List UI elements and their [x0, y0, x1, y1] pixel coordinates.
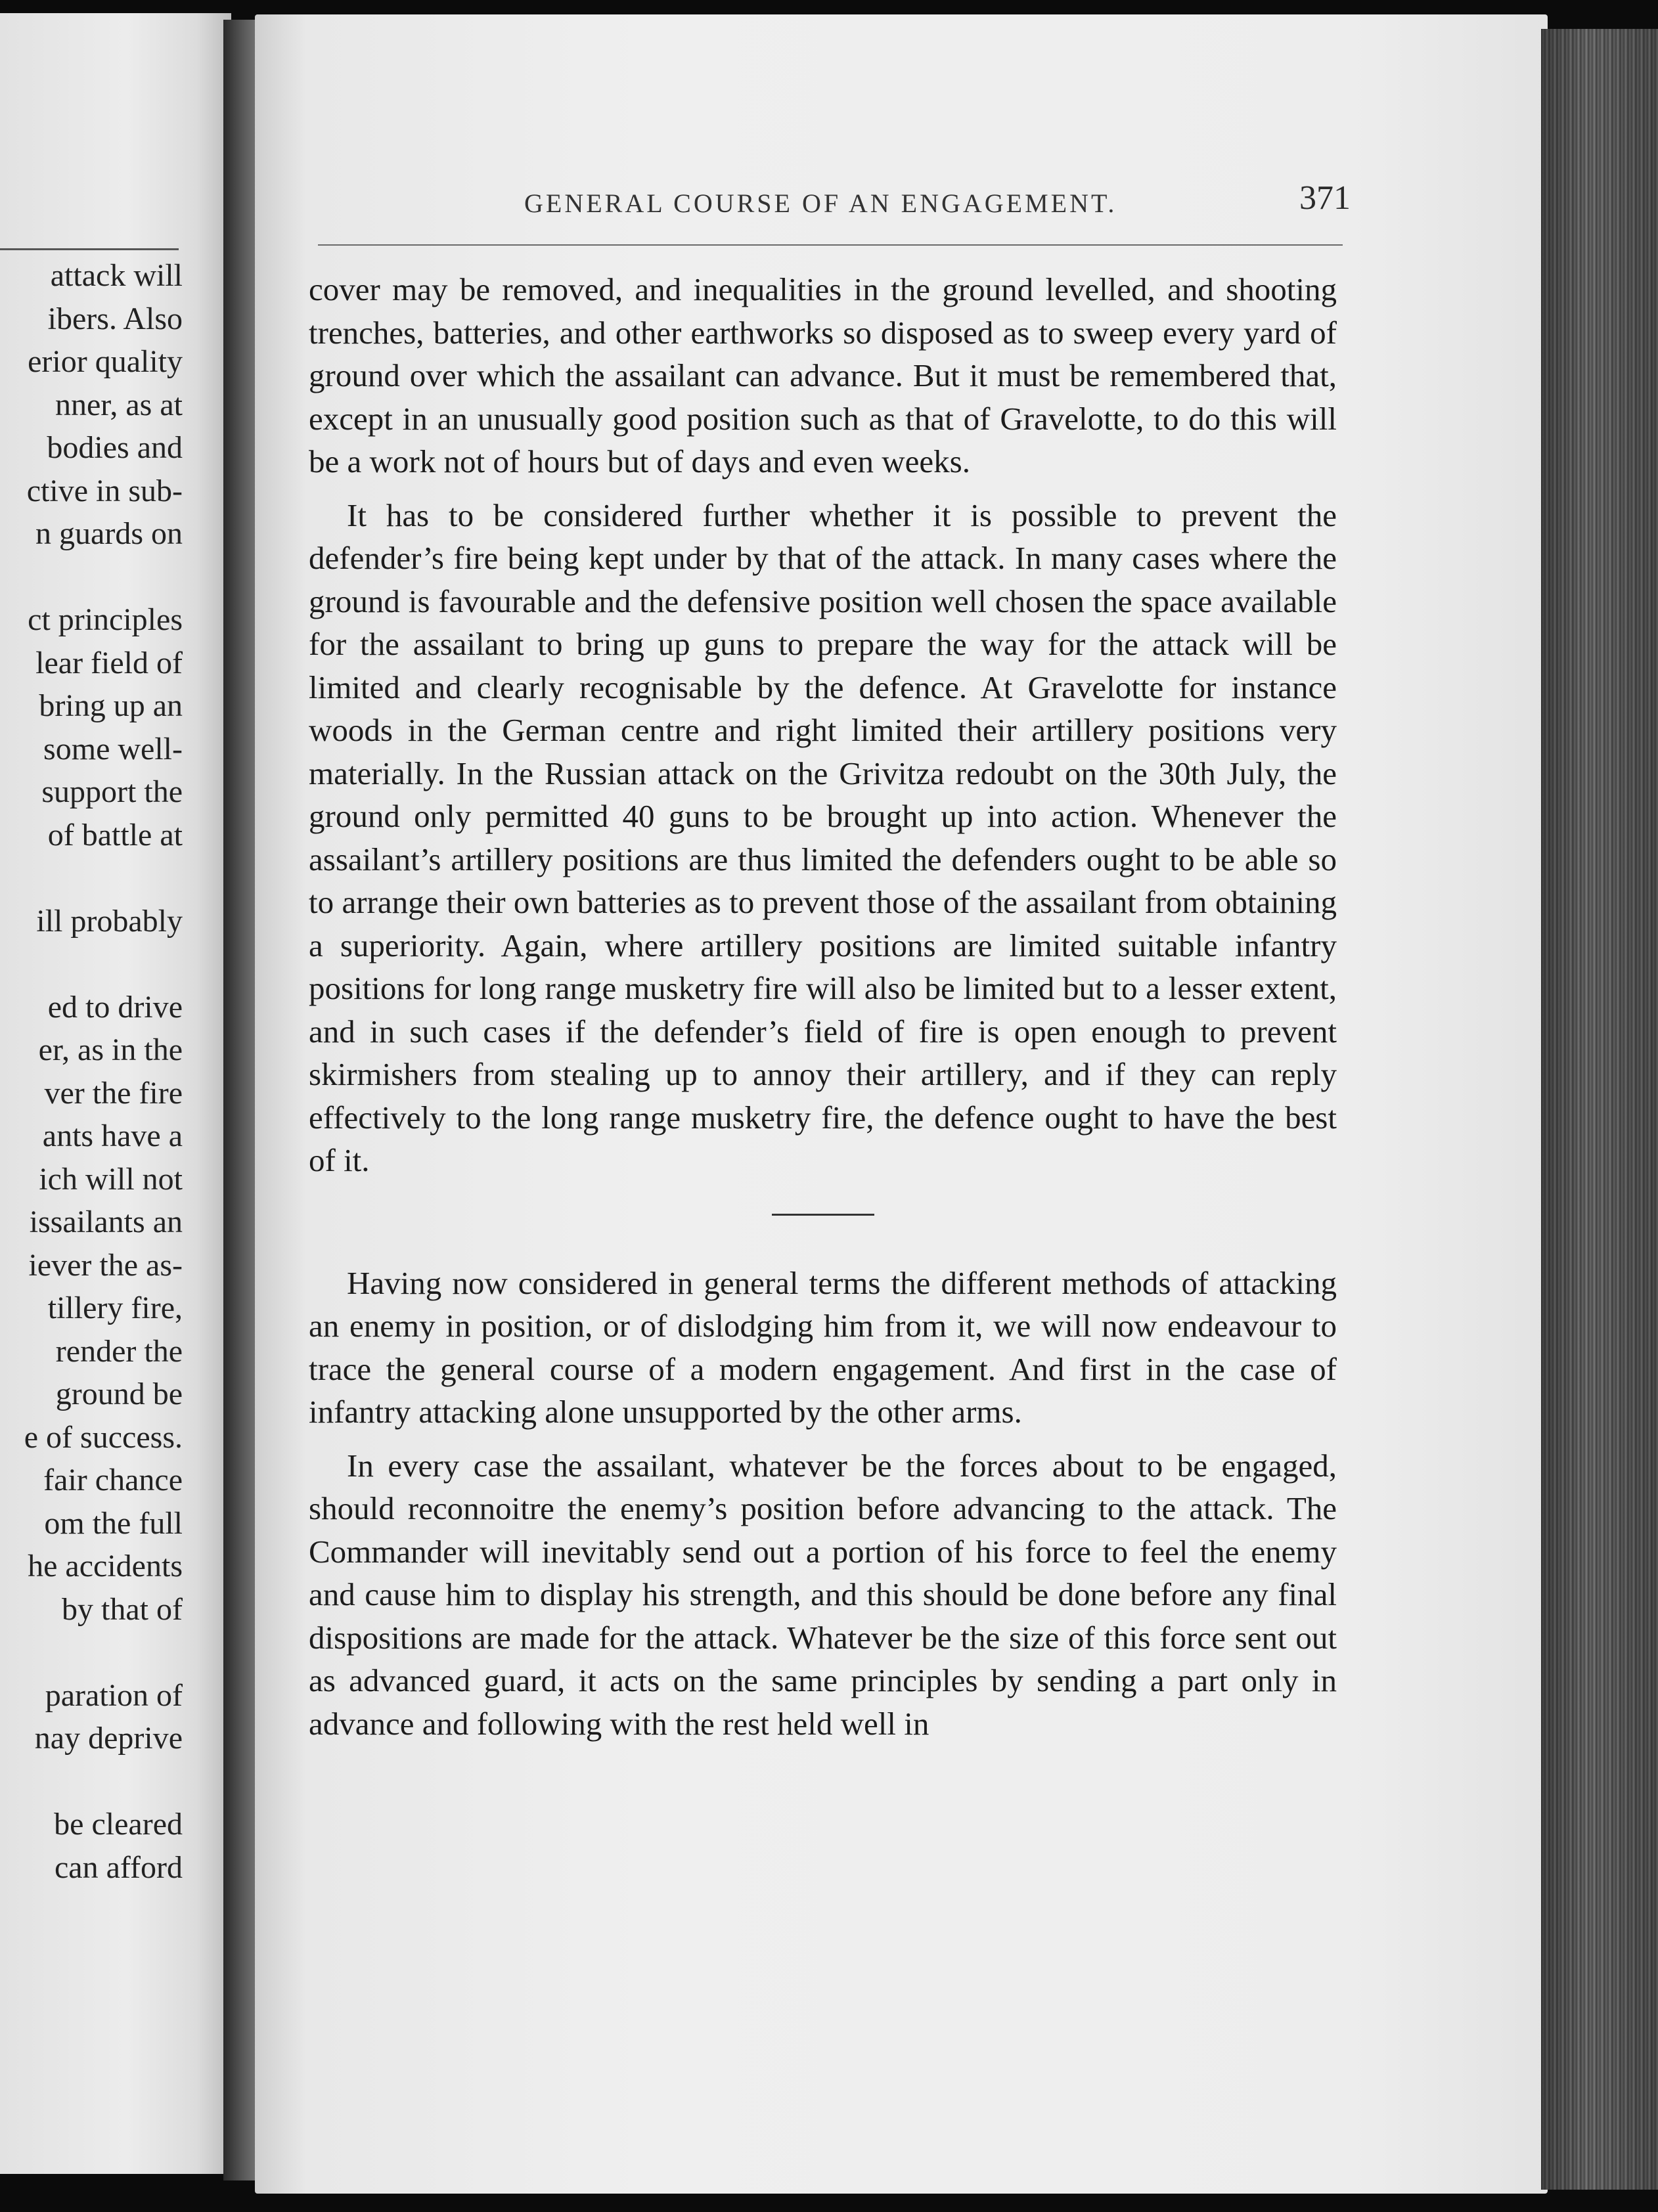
left-page-line: render the: [55, 1333, 183, 1369]
paragraph-1: cover may be removed, and inequalities in the ground levelled, and shooting trenches, batteries, and other earthworks so disposed as to sweep every yard of ground over which the assailant can advance. But it must be remembered that, except in an unusually good position such as that of Gravelotte, to do this will be a work not of hours but of days and even weeks.: [309, 271, 1337, 479]
left-page-line: n guards on: [35, 516, 183, 551]
section-break-rule: [772, 1214, 874, 1216]
book-fore-edge-shadow: [1541, 29, 1658, 2190]
left-page-line: iever the as-: [28, 1247, 183, 1283]
left-page-line: he accidents: [28, 1549, 183, 1583]
left-page-line: by that of: [62, 1591, 183, 1627]
left-page-line: e of success.: [24, 1419, 183, 1455]
paragraph-3: Having now considered in general terms the different methods of attacking an enemy in position, or of dislodging him from it, we will now endeavour to trace the general course of a modern engagement. And first in the case of infantry attacking alone unsupported by the other arms.: [309, 1264, 1337, 1430]
left-page-line: support the: [41, 774, 183, 809]
left-page-line: nay deprive: [34, 1721, 183, 1756]
left-page-line: ver the fire: [44, 1075, 183, 1111]
left-page-line: ground be: [55, 1377, 183, 1411]
left-page-line: be cleared: [54, 1807, 183, 1842]
page-number: 371: [1299, 179, 1351, 217]
left-page-line: bring up an: [39, 688, 183, 723]
left-page-line: ants have a: [42, 1118, 183, 1153]
book-page: [255, 14, 1548, 2194]
running-head: GENERAL COURSE OF AN ENGAGEMENT.: [524, 188, 1117, 218]
left-page-line: some well-: [43, 731, 183, 766]
left-page-line: issailants an: [29, 1205, 183, 1239]
paragraph-4: In every case the assailant, whatever be the forces about to be engaged, should reconnoitre the enemy’s position before advancing to the attack. The Commander will inevitably send out a portion of his force to feel the enemy and cause him to display his strength, and this should be done before any final dispositions are made for the attack. Whatever be the size of this force sent out as advanced guard, it acts on the same principles by sending a part only in advance and following with the rest held well in: [309, 1447, 1337, 1742]
left-page-line: erior quality: [28, 344, 183, 379]
paragraph-2: It has to be considered further whether it is possible to prevent the defender’s fire being kept under by that of the attack. In many cases where the ground is favourable and the defensive position well chosen the space available for the assailant to bring up guns to prepare the way for the attack will be limited and clearly recognisable by the defence. At Gravelotte for instance woods in the German centre and right limited their artillery positions very materially. In the Russian attack on the Grivitza redoubt on the 30th July, the ground only permitted 40 guns to be brought up into action. Whenever the assailant’s artillery positions are thus limited the defenders ought to be able so to arrange their own batteries as to prevent those of the assailant from obtaining a superiority. Again, where artillery positions are limited suitable infantry positions for long range musketry fire will also be limited but to a lesser extent, and in such cases if the defender’s field of fire is open enough to prevent skirmishers from stealing up to annoy their artillery, and if they can reply effectively to the long range musketry fire, the defence ought to have the best of it.: [309, 497, 1337, 1178]
left-page-line: fair chance: [43, 1463, 183, 1497]
left-page-line: paration of: [45, 1677, 183, 1713]
left-page-line: ill probably: [36, 903, 183, 939]
left-page-line: tillery fire,: [47, 1291, 183, 1325]
left-page-line: ctive in sub-: [26, 473, 183, 508]
left-page-line: lear field of: [35, 645, 183, 680]
left-page-line: ed to drive: [47, 989, 183, 1025]
header-rule: [318, 244, 1343, 246]
left-page-line: ct principles: [28, 602, 183, 637]
left-page-line: ibers. Also: [47, 301, 183, 336]
left-facing-page: [0, 13, 231, 2174]
body-text: [309, 268, 1337, 1745]
left-page-line: er, as in the: [38, 1032, 183, 1067]
left-page-line: ich will not: [39, 1161, 183, 1197]
left-page-line: bodies and: [47, 430, 183, 465]
left-page-line: of battle at: [47, 817, 183, 852]
left-page-line: om the full: [44, 1505, 183, 1541]
left-page-line: can afford: [55, 1849, 183, 1885]
left-page-line: nner, as at: [55, 387, 183, 422]
left-page-rule: [0, 248, 179, 250]
left-page-line: attack will: [50, 258, 183, 293]
